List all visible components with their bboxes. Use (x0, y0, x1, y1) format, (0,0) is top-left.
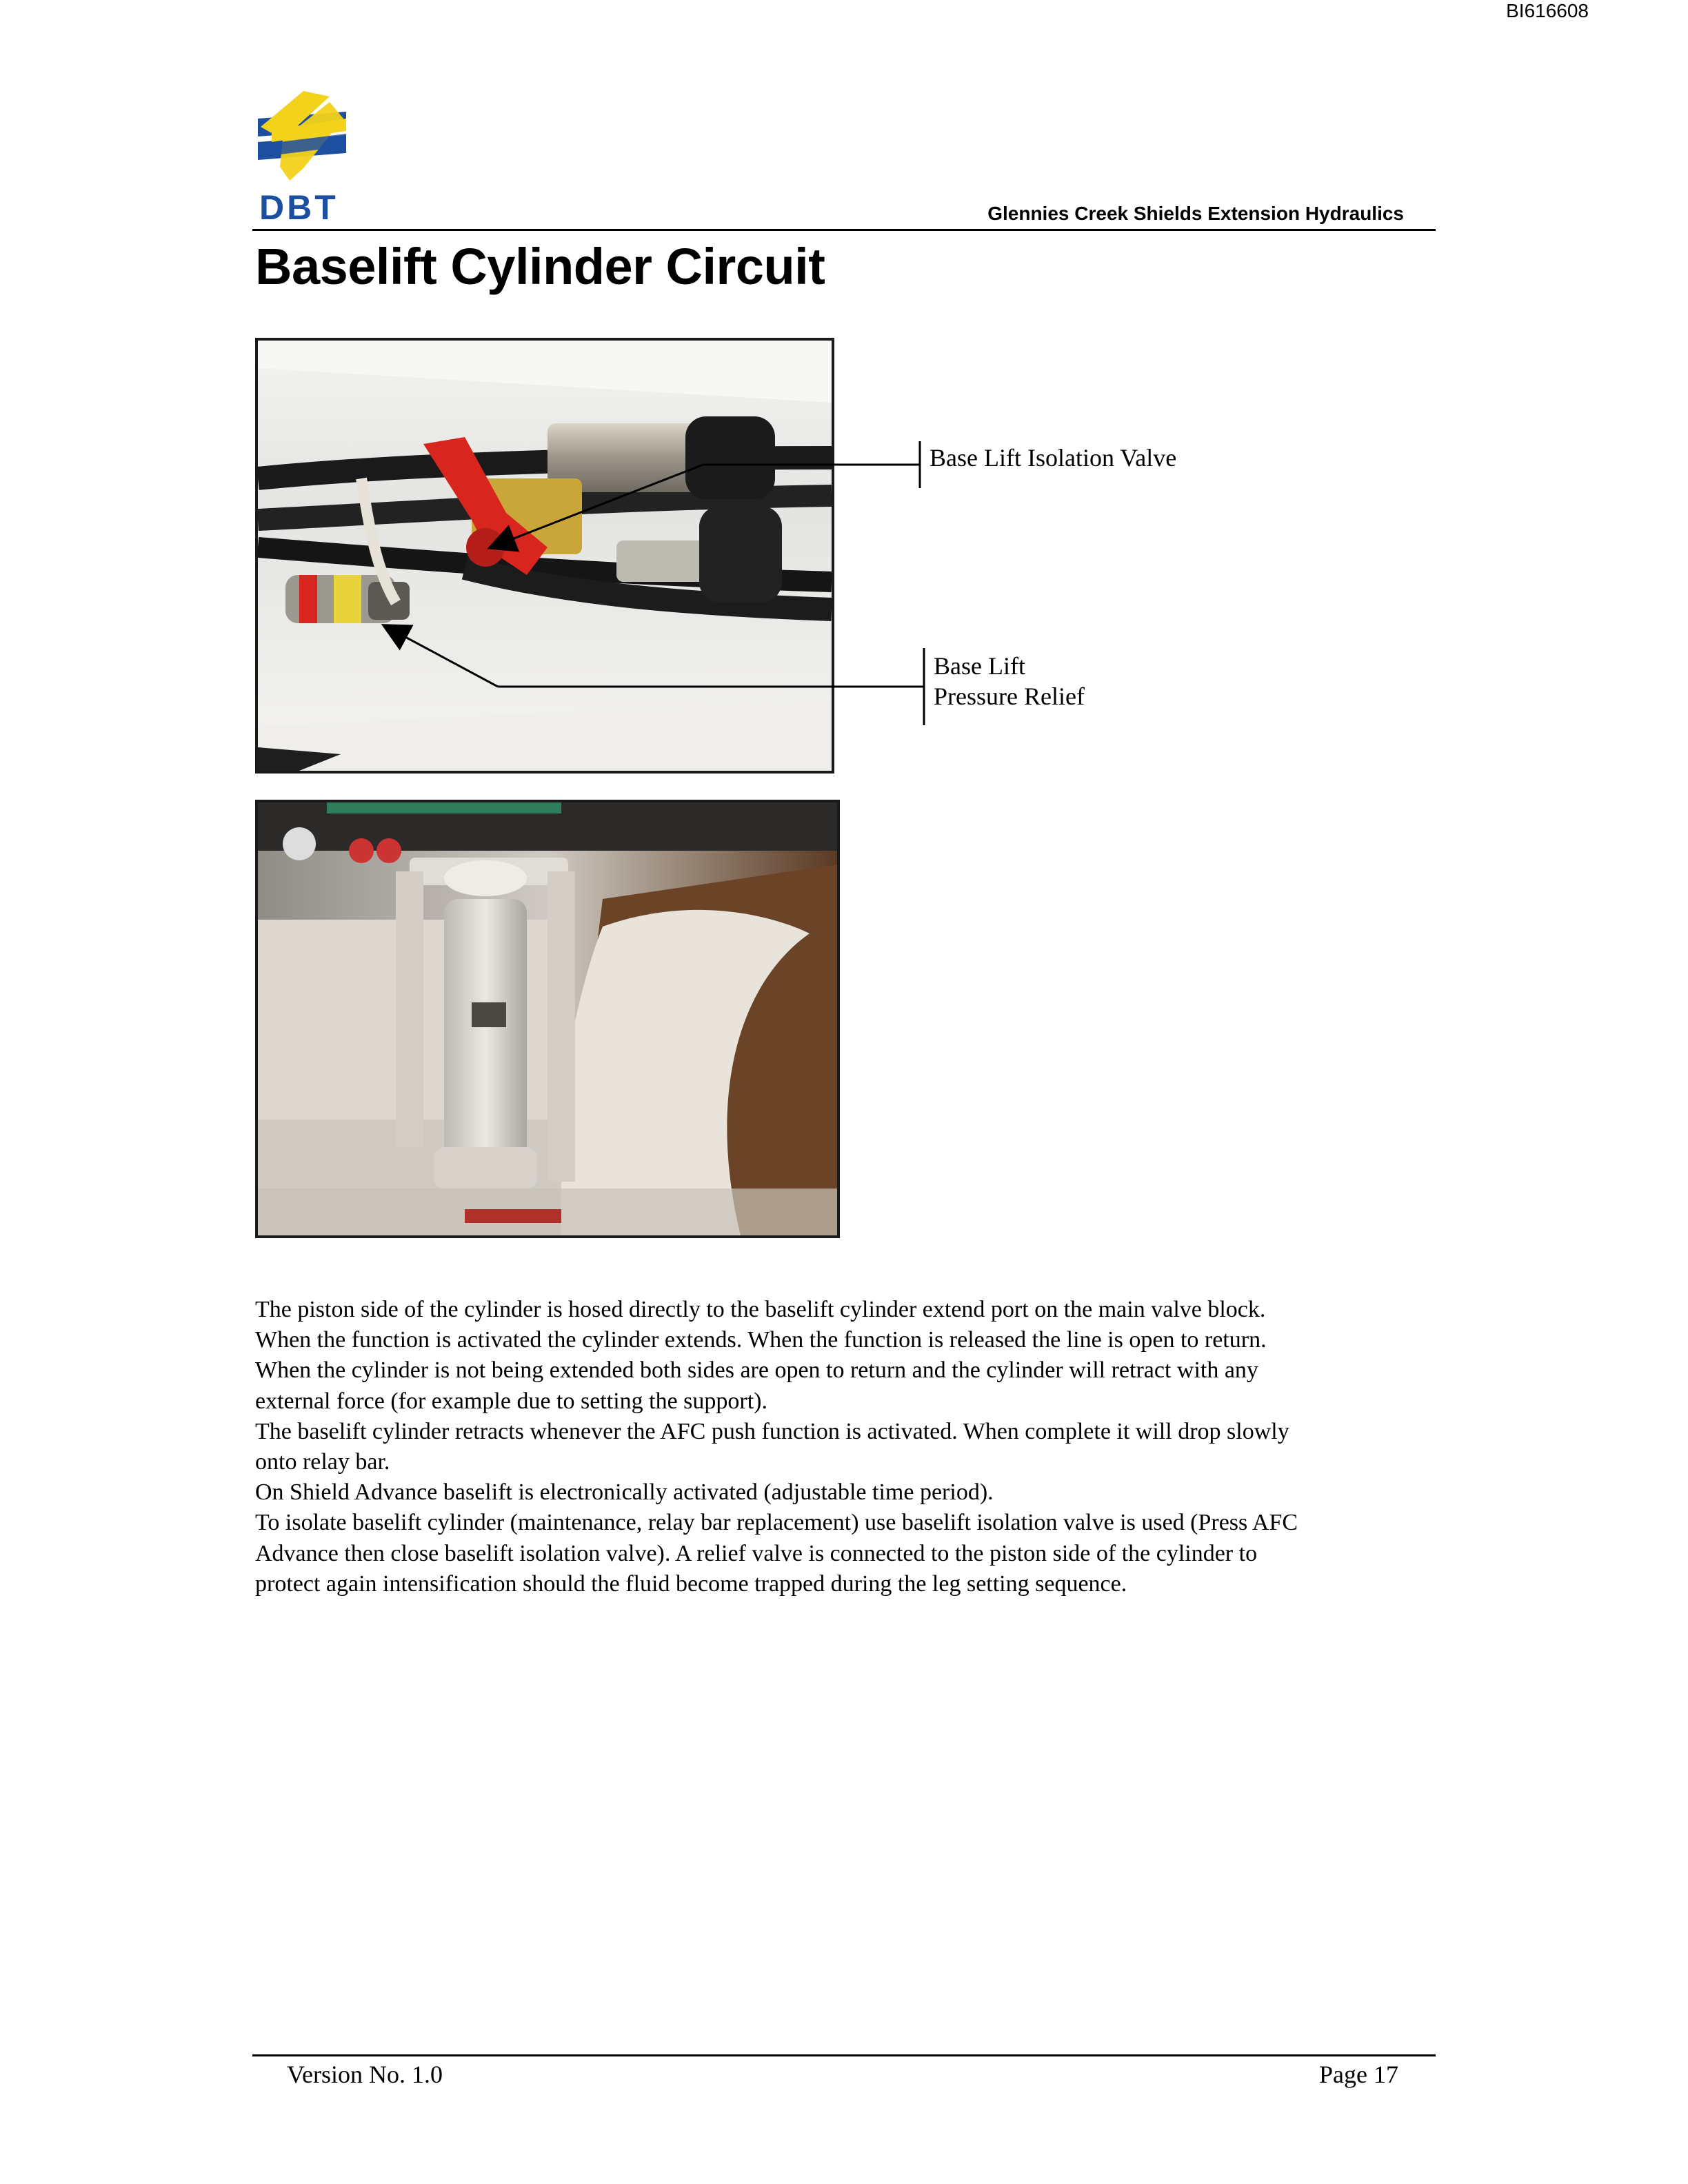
callout-lines (0, 0, 1688, 827)
body-line: When the cylinder is not being extended both sides are open to return and the cylinder will retract with any (255, 1357, 1258, 1384)
header-rule (252, 229, 1436, 231)
footer-rule (252, 2054, 1436, 2056)
body-line: The piston side of the cylinder is hosed directly to the baselift cylinder extend port on the main valve block. (255, 1297, 1266, 1322)
footer-page-number: Page 17 (1319, 2061, 1398, 2088)
logo-text: DBT (259, 188, 339, 227)
body-line: external force (for example due to setting the support). (255, 1388, 768, 1414)
body-line: onto relay bar. (255, 1449, 390, 1475)
valve-photo (255, 338, 834, 774)
document-id: BI616608 (1506, 0, 1589, 21)
body-line: When the function is activated the cylinder extends. When the function is released the line is open to return. (255, 1327, 1267, 1353)
footer-version: Version No. 1.0 (287, 2061, 443, 2088)
body-line: On Shield Advance baselift is electronically activated (adjustable time period). (255, 1479, 994, 1506)
body-text (255, 1295, 1427, 1599)
body-line: protect again intensification should the fluid become trapped during the leg setting sequence. (255, 1570, 1127, 1597)
cylinder-photo (255, 800, 840, 1238)
body-line: The baselift cylinder retracts whenever the AFC push function is activated. When complete it will drop slowly (255, 1418, 1289, 1444)
pressure-relief-label-line1: Base Lift (934, 652, 1025, 680)
pressure-relief-label (934, 651, 1085, 711)
pressure-relief-label-line2: Pressure Relief (934, 682, 1085, 710)
logo-mark-icon (258, 91, 346, 181)
page-title: Baselift Cylinder Circuit (255, 238, 825, 295)
header-title: Glennies Creek Shields Extension Hydraulics (987, 203, 1404, 224)
body-line: To isolate baselift cylinder (maintenance, relay bar replacement) use baselift isolation valve is used (Press AFC (255, 1510, 1298, 1536)
body-line: Advance then close baselift isolation valve). A relief valve is connected to the piston side of the cylinder to (255, 1540, 1258, 1566)
isolation-valve-label: Base Lift Isolation Valve (930, 444, 1177, 472)
